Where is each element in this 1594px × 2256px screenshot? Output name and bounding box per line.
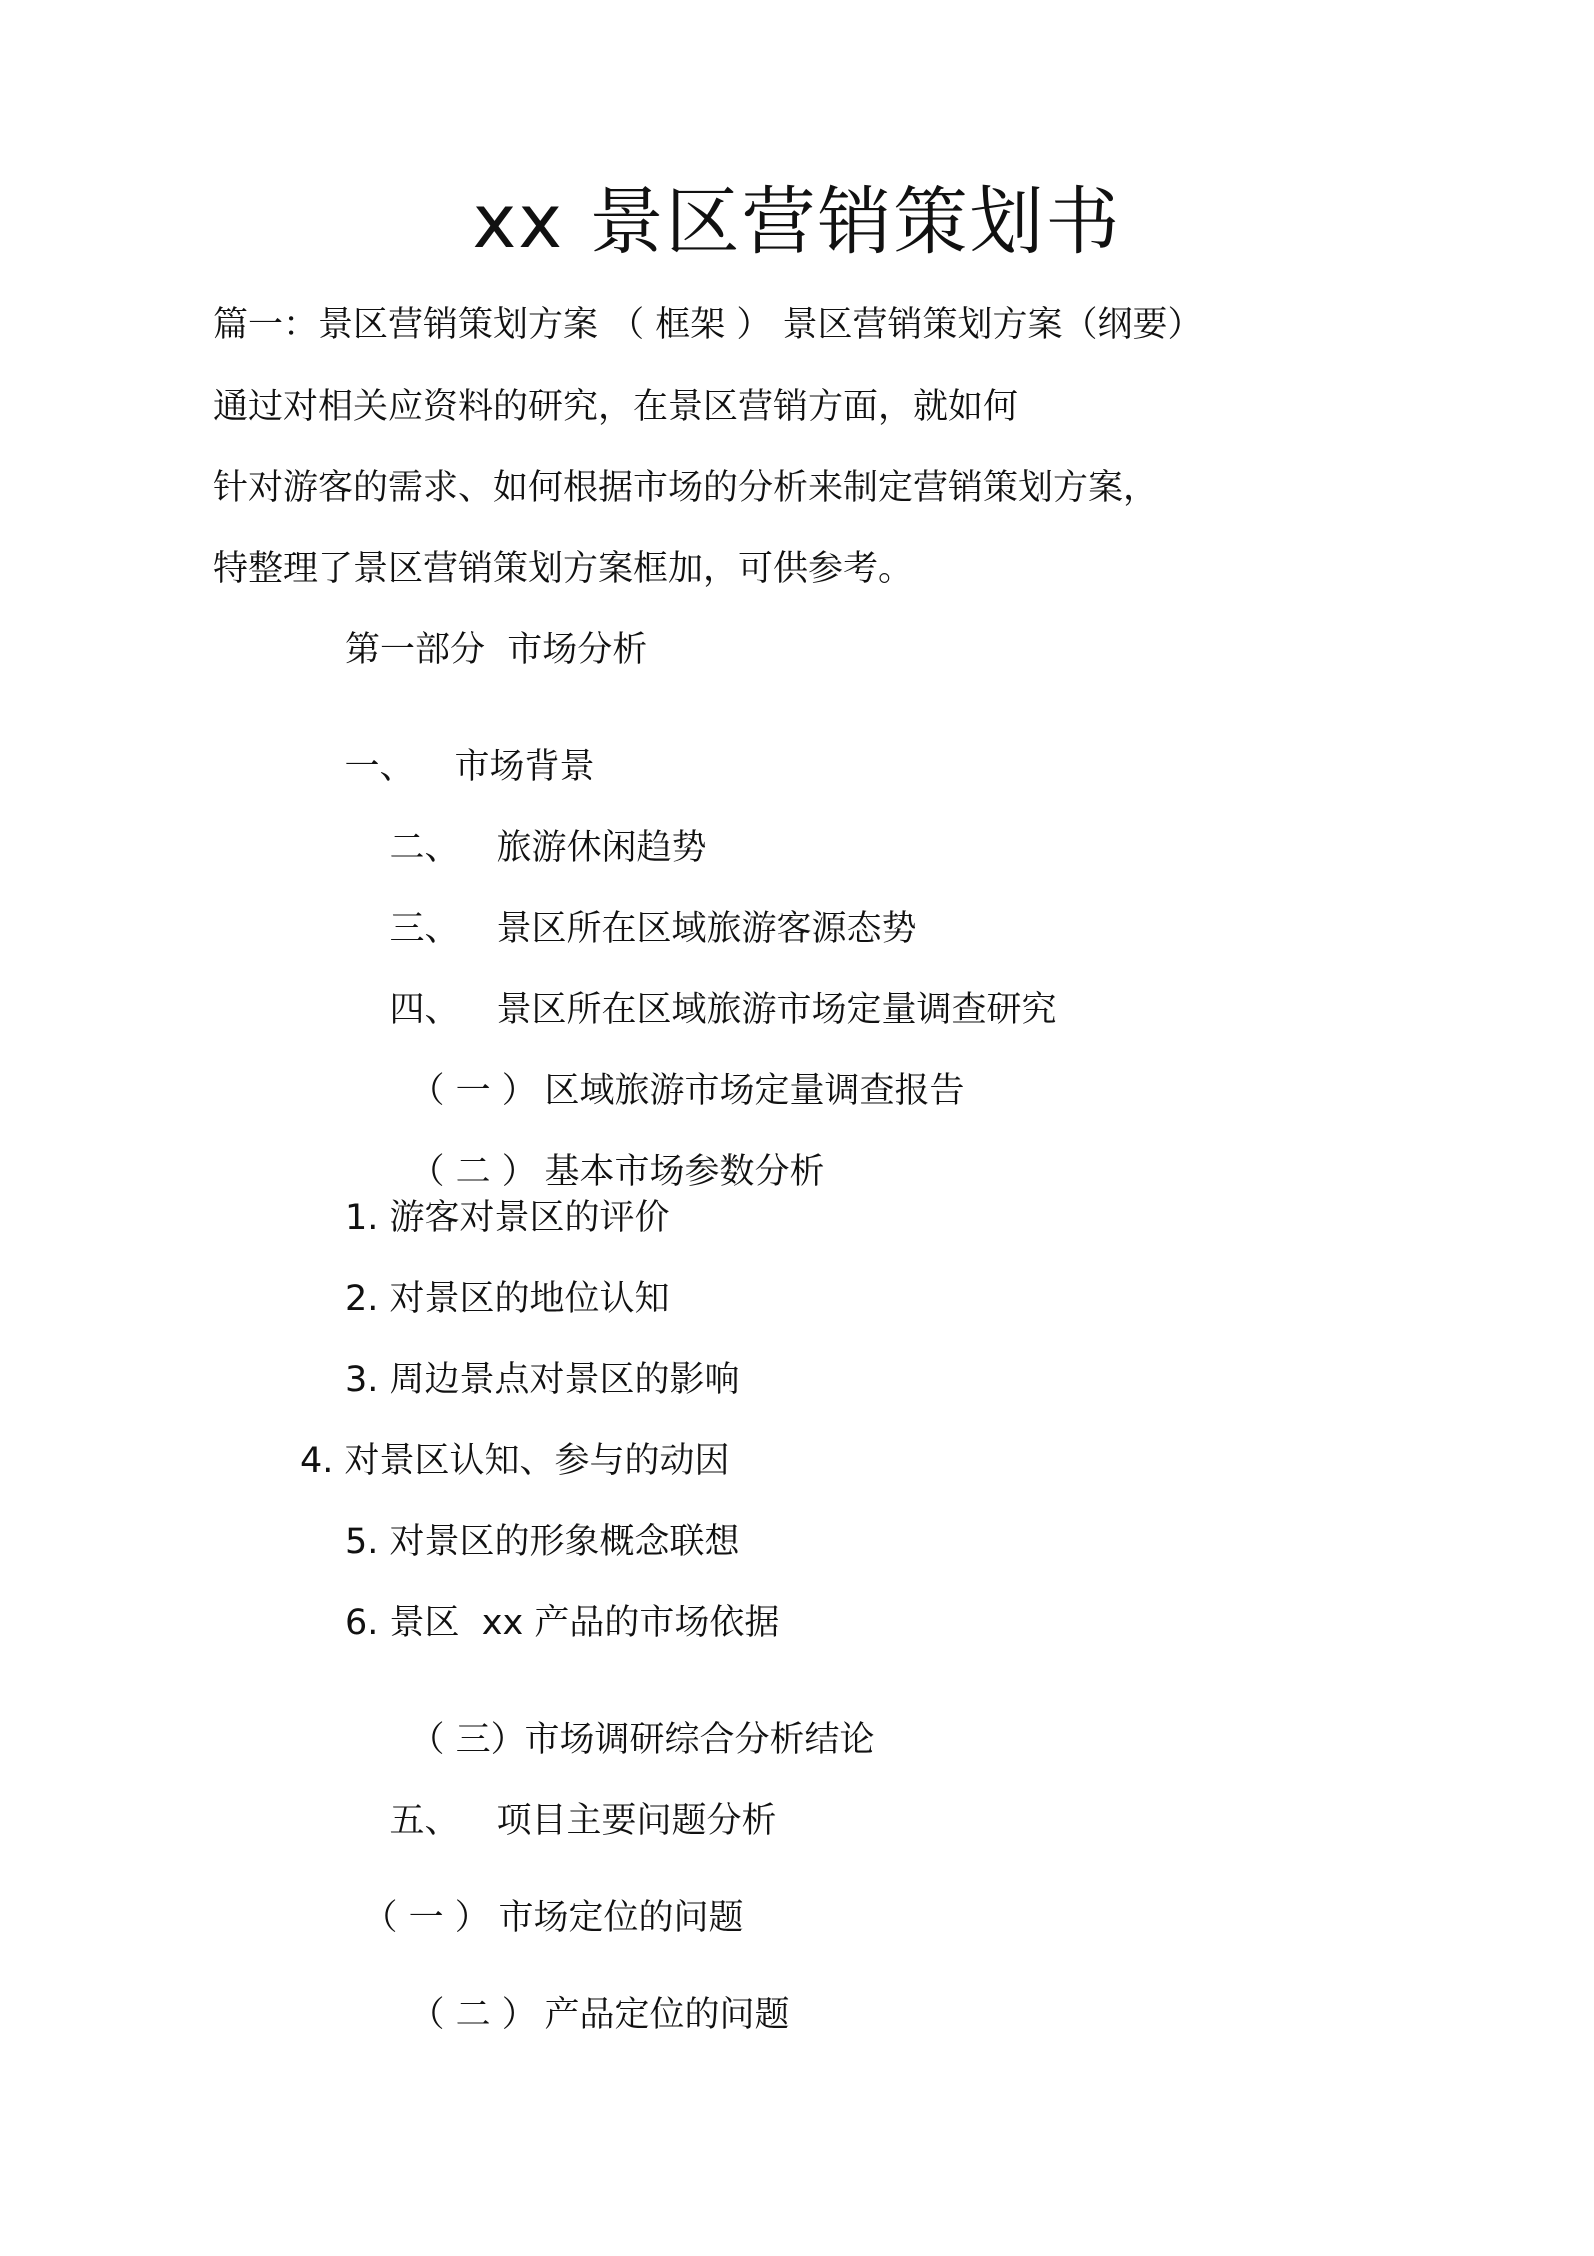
part-heading: 第一部分 市场分析 xyxy=(345,630,648,670)
intro-heading: 篇一：景区营销策划方案 （ 框架 ） 景区营销策划方案（纲要） xyxy=(213,305,1203,345)
subsection-5-2 xyxy=(365,1963,790,2068)
section-5 xyxy=(345,1769,777,1874)
section-text: 景区所在区域旅游市场定量调查研究 xyxy=(496,990,1057,1030)
subsection-number: （ 二 ） xyxy=(409,1995,537,2035)
subsection-text: 市场定位的问题 xyxy=(498,1898,744,1938)
intro-paragraph-3: 特整理了景区营销策划方案框加，可供参考。 xyxy=(213,549,914,589)
section-number: 五、 xyxy=(389,1801,460,1841)
list-item-6: 6. 景区 xx 产品的市场依据 xyxy=(345,1603,780,1643)
section-number: 三、 xyxy=(389,909,460,949)
list-item-2: 2. 对景区的地位认知 xyxy=(345,1279,670,1319)
subsection-number: （ 三） xyxy=(409,1720,526,1760)
document-title: xx 景区营销策划书 xyxy=(472,179,1122,265)
subsection-text: 市场调研综合分析结论 xyxy=(524,1720,875,1760)
section-text: 景区所在区域旅游客源态势 xyxy=(496,909,917,949)
intro-paragraph-2: 针对游客的需求、如何根据市场的分析来制定营销策划方案， xyxy=(213,468,1159,508)
subsection-text: 产品定位的问题 xyxy=(544,1995,790,2035)
list-item-1: 1. 游客对景区的评价 xyxy=(345,1198,670,1238)
intro-paragraph-1: 通过对相关应资料的研究，在景区营销方面，就如何 xyxy=(213,387,1019,427)
list-item-4: 4. 对景区认知、参与的动因 xyxy=(300,1441,730,1481)
section-text: 项目主要问题分析 xyxy=(496,1801,777,1841)
subsection-number: （ 一 ） xyxy=(409,1071,537,1111)
section-number: 一、 xyxy=(344,747,415,787)
subsection-text: 区域旅游市场定量调查报告 xyxy=(544,1071,965,1111)
subsection-text: 基本市场参数分析 xyxy=(544,1152,825,1192)
list-item-3: 3. 周边景点对景区的影响 xyxy=(345,1360,740,1400)
section-number: 二、 xyxy=(389,828,460,868)
section-number: 四、 xyxy=(389,990,460,1030)
subsection-number: （ 一 ） xyxy=(362,1898,490,1938)
list-item-5: 5. 对景区的形象概念联想 xyxy=(345,1522,740,1562)
subsection-number: （ 二 ） xyxy=(409,1152,537,1192)
subsection-5-1 xyxy=(318,1866,744,1971)
section-text: 市场背景 xyxy=(454,747,595,787)
section-text: 旅游休闲趋势 xyxy=(496,828,707,868)
